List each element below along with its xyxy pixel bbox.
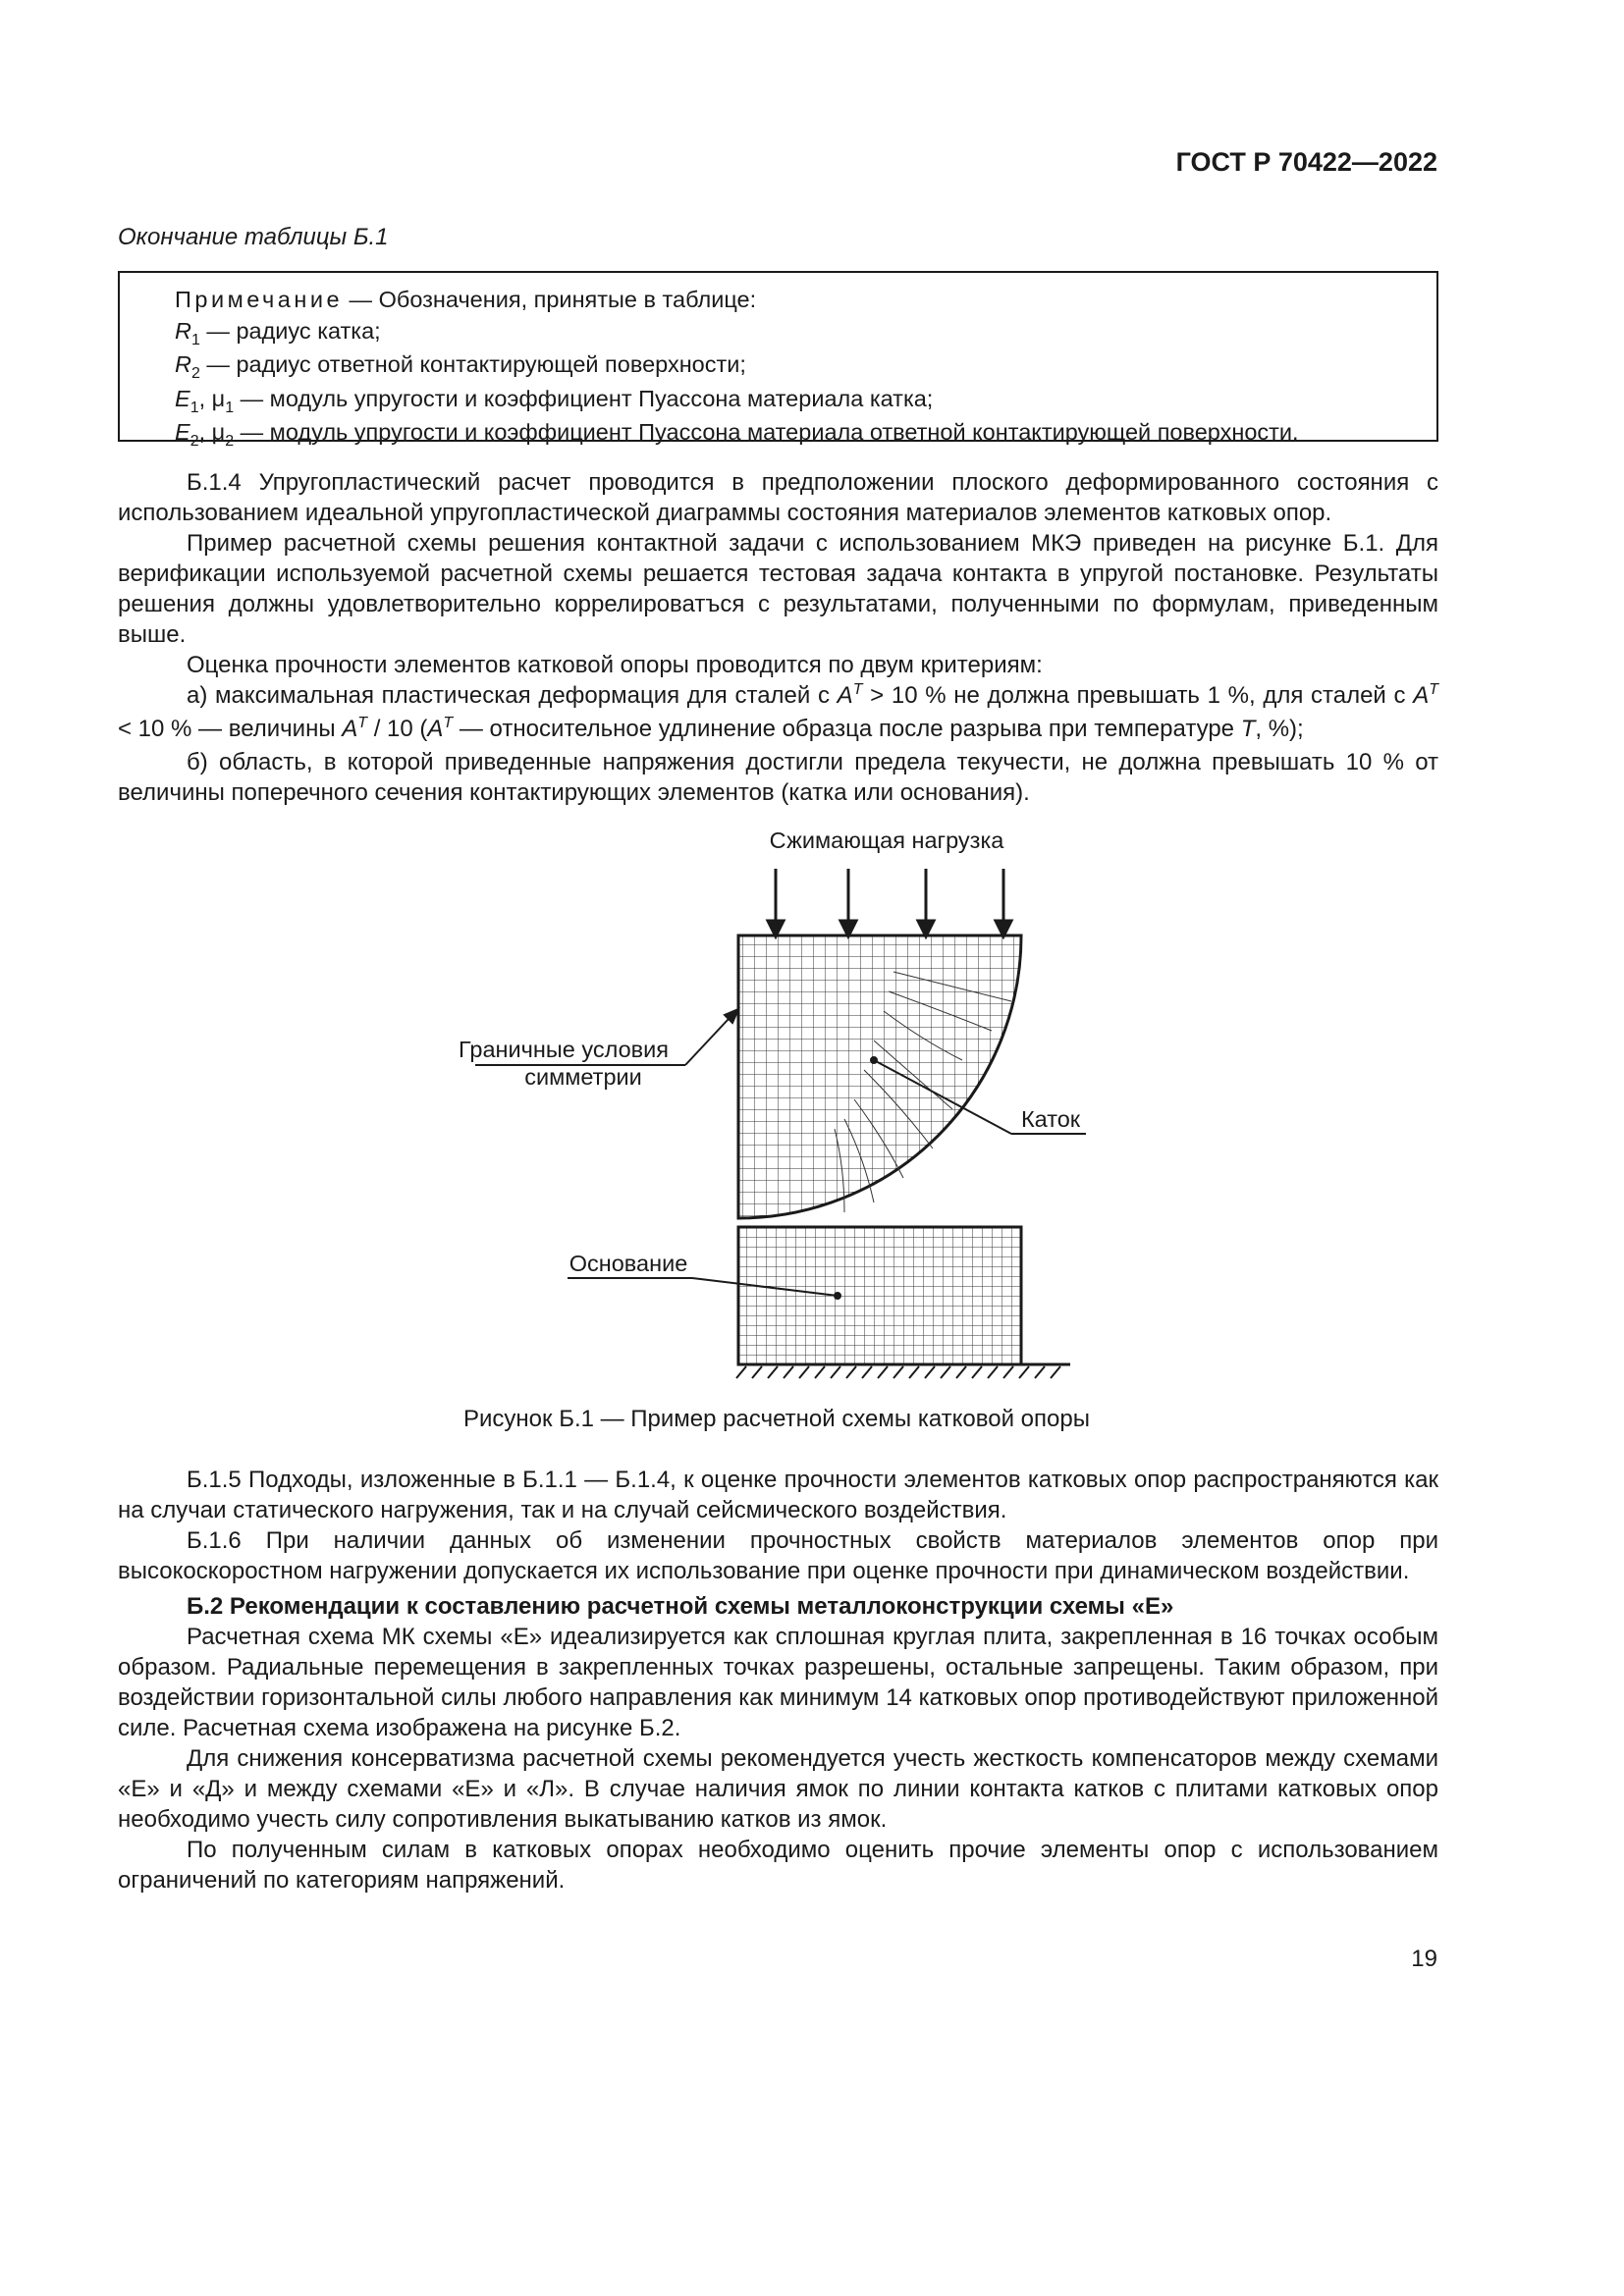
body-text-lower bbox=[118, 1465, 1438, 1896]
label-symmetry-bc-line2: симметрии bbox=[524, 1064, 642, 1090]
symbol: A bbox=[1413, 682, 1430, 709]
symbol: E bbox=[175, 419, 190, 445]
paragraph-criterion-a bbox=[118, 680, 1438, 747]
paragraph: Б.1.4 Упругопластический расчет проводится в предположении плоского деформированного состояния с использованием идеальной упругопластической диаграммы состояния материалов элементов катковых опор. bbox=[118, 469, 1438, 526]
figure-b1-diagram bbox=[0, 815, 1624, 1384]
symbol: A bbox=[427, 716, 444, 742]
text-run: > 10 % не должна превышать 1 %, для сталей с bbox=[862, 682, 1414, 709]
note-line-e2 bbox=[175, 417, 1436, 452]
label-roller: Каток bbox=[1020, 1106, 1081, 1132]
symbol-mu: , μ bbox=[198, 385, 226, 411]
note-line-r1 bbox=[175, 316, 1436, 350]
document-code: ГОСТ Р 70422—2022 bbox=[1175, 147, 1437, 177]
roller-mesh bbox=[738, 935, 1021, 1218]
text-run: — относительное удлинение образца после разрыва при температуре bbox=[453, 716, 1241, 742]
text-run: , %); bbox=[1255, 716, 1304, 742]
page-number: 19 bbox=[1411, 1946, 1437, 1972]
superscript: T bbox=[1429, 681, 1438, 698]
section-heading-b2: Б.2 Рекомендации к составлению расчетной схемы металлоконструкции схемы «Е» bbox=[187, 1593, 1174, 1620]
subscript: 1 bbox=[190, 331, 200, 348]
paragraph: По полученным силам в катковых опорах необходимо оценить прочие элементы опор с использованием ограничений по категориям напряжений. bbox=[118, 1837, 1438, 1894]
subscript: 1 bbox=[189, 399, 199, 416]
table-note-box bbox=[118, 271, 1438, 450]
superscript: T bbox=[357, 715, 368, 731]
paragraph: Для снижения консерватизма расчетной схемы рекомендуется учесть жесткость компенсаторов между схемами «Е» и «Д» и между схемами «Е» и «Л». В случае наличия ямок по линии контакта катков с плитами катковых опор необходимо учесть силу сопротивления выкатыванию катков из ямок. bbox=[118, 1745, 1438, 1833]
subscript: 2 bbox=[190, 365, 200, 382]
paragraph-criterion-b: б) область, в которой приведенные напряжения достигли предела текучести, не должна превышать 10 % от величины поперечного сечения контактирующих элементов (катка или основания). bbox=[118, 749, 1438, 806]
figure-caption: Рисунок Б.1 — Пример расчетной схемы катковой опоры bbox=[463, 1406, 1090, 1432]
text-run: / 10 ( bbox=[367, 716, 428, 742]
text-run: < 10 % — величины bbox=[118, 716, 343, 742]
base-mesh bbox=[738, 1227, 1021, 1364]
note-title-label: Примечание bbox=[175, 287, 344, 312]
symbol: R bbox=[175, 351, 191, 377]
paragraph: Расчетная схема МК схемы «Е» идеализируется как сплошная круглая плита, закрепленная в 16 точках особым образом. Радиальные перемещения в закрепленных точках разрешены, остальные запрещены. Таким образом, при воздействии горизонтальной силы любого направления как минимум 14 катковых опор противодействуют приложенной силе. Расчетная схема изображена на рисунке Б.2. bbox=[118, 1624, 1438, 1741]
note-text: — радиус катка; bbox=[199, 317, 381, 344]
paragraph: Пример расчетной схемы решения контактной задачи с использованием МКЭ приведен на рисунке Б.1. Для верификации используемой расчетной схемы решается тестовая задача контакта в упругой постановке. Результаты решения должны удовлетворительно коррелироватъся с результатами, полученными по формулам, приведенным выше. bbox=[118, 530, 1438, 648]
label-base: Основание bbox=[568, 1251, 688, 1276]
symbol: E bbox=[175, 385, 190, 411]
symbol: A bbox=[837, 682, 853, 709]
text-run: а) максимальная пластическая деформация для сталей с bbox=[187, 682, 838, 709]
note-title-rest: — Обозначения, принятые в таблице: bbox=[343, 287, 757, 312]
label-compressive-load: Сжимающая нагрузка bbox=[769, 828, 1004, 853]
note-line-e1 bbox=[175, 384, 1436, 418]
table-continuation-caption: Окончание таблицы Б.1 bbox=[118, 224, 389, 250]
body-text-upper bbox=[118, 467, 1438, 808]
paragraph: Б.1.5 Подходы, изложенные в Б.1.1 — Б.1.4, к оценке прочности элементов катковых опор распространяются как на случаи статического нагружения, так и на случай сейсмического воздействия. bbox=[118, 1467, 1438, 1523]
symbol: A bbox=[342, 716, 358, 742]
subscript: 1 bbox=[225, 399, 235, 416]
paragraph: Б.1.6 При наличии данных об изменении прочностных свойств материалов элементов опор при высокоскоростном нагружении допускается их использование при оценке прочности при динамическом воздействии. bbox=[118, 1527, 1438, 1584]
note-text: — модуль упругости и коэффициент Пуассона материала ответной контактирующей поверхности. bbox=[234, 419, 1299, 445]
symbol: R bbox=[175, 317, 191, 344]
note-text: — радиус ответной контактирующей поверхности; bbox=[199, 351, 746, 377]
symbol: T bbox=[1240, 716, 1256, 742]
note-title bbox=[175, 285, 1436, 316]
ground-hatching bbox=[736, 1366, 1060, 1378]
paragraph: Оценка прочности элементов катковой опоры проводится по двум критериям: bbox=[187, 652, 1043, 678]
load-arrows bbox=[768, 869, 1011, 936]
symbol-mu: , μ bbox=[198, 419, 226, 445]
subscript: 2 bbox=[225, 433, 235, 450]
superscript: T bbox=[443, 715, 454, 731]
subscript: 2 bbox=[189, 433, 199, 450]
note-text: — модуль упругости и коэффициент Пуассона материала катка; bbox=[234, 385, 934, 411]
label-symmetry-bc-line1: Граничные условия bbox=[459, 1037, 669, 1062]
superscript: T bbox=[852, 681, 863, 698]
note-line-r2 bbox=[175, 349, 1436, 384]
